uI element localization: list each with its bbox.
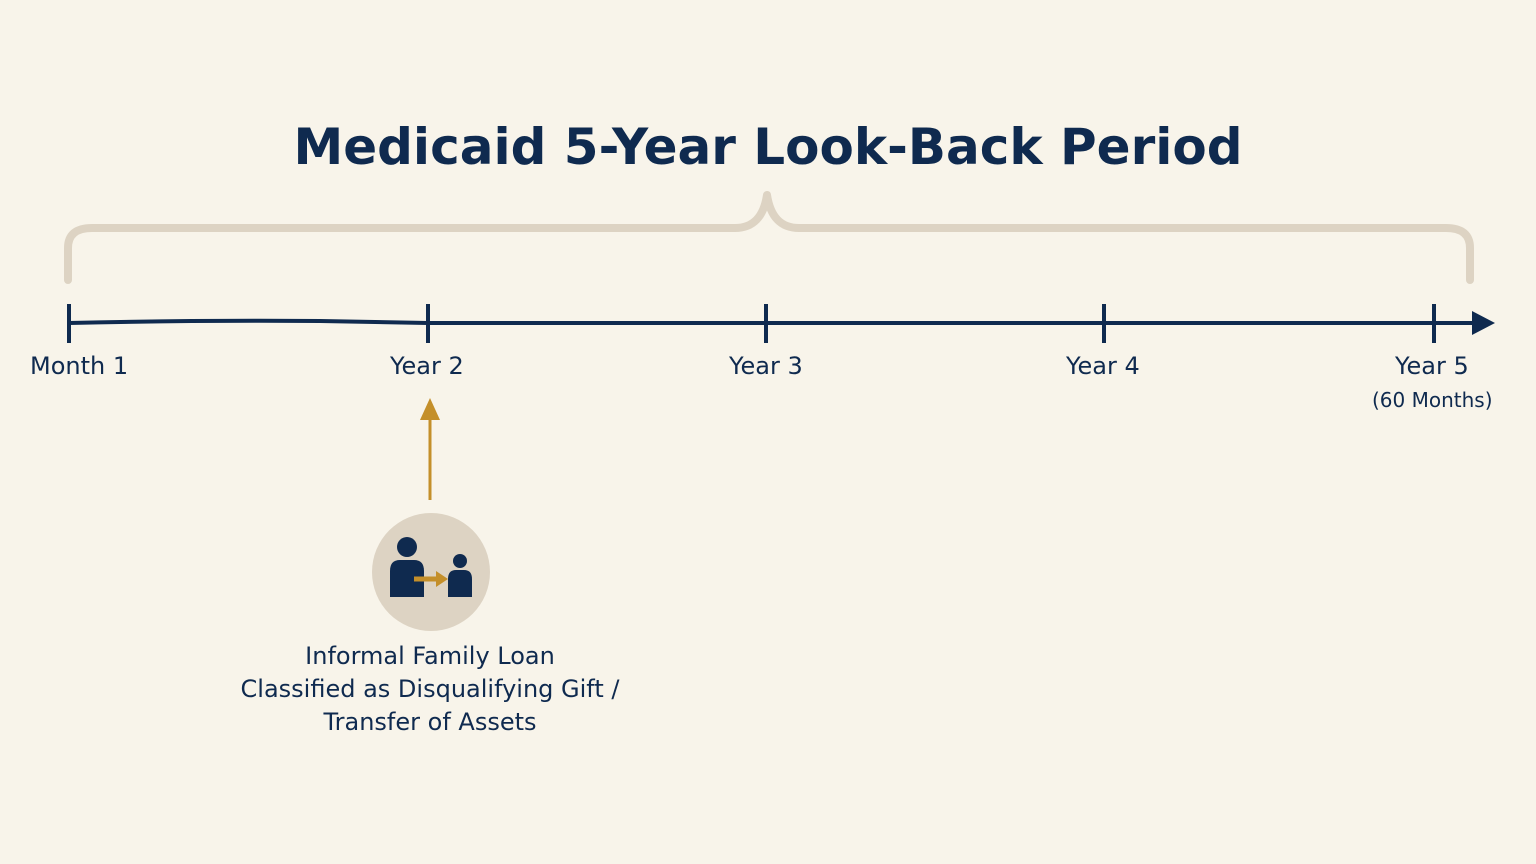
event-caption — [180, 640, 680, 739]
tick-label-month-1: Month 1 — [30, 352, 129, 380]
tick-sublabel-year-5: (60 Months) — [1372, 388, 1493, 412]
timeline-axis — [69, 321, 1472, 323]
family-transfer-icon — [372, 513, 490, 631]
tick-label-year-4: Year 4 — [1066, 352, 1140, 380]
page-title: Medicaid 5-Year Look-Back Period — [293, 118, 1243, 176]
event-caption-line: Classified as Disqualifying Gift / — [240, 675, 620, 703]
tick-label-year-5: Year 5 — [1395, 352, 1469, 380]
period-brace — [68, 195, 1470, 280]
event-caption-line: Informal Family Loan — [305, 642, 555, 670]
event-pointer-arrowhead — [420, 398, 440, 420]
timeline-arrowhead — [1472, 311, 1495, 335]
event-caption-line: Transfer of Assets — [323, 708, 537, 736]
tick-label-year-3: Year 3 — [729, 352, 803, 380]
tick-label-year-2: Year 2 — [390, 352, 464, 380]
